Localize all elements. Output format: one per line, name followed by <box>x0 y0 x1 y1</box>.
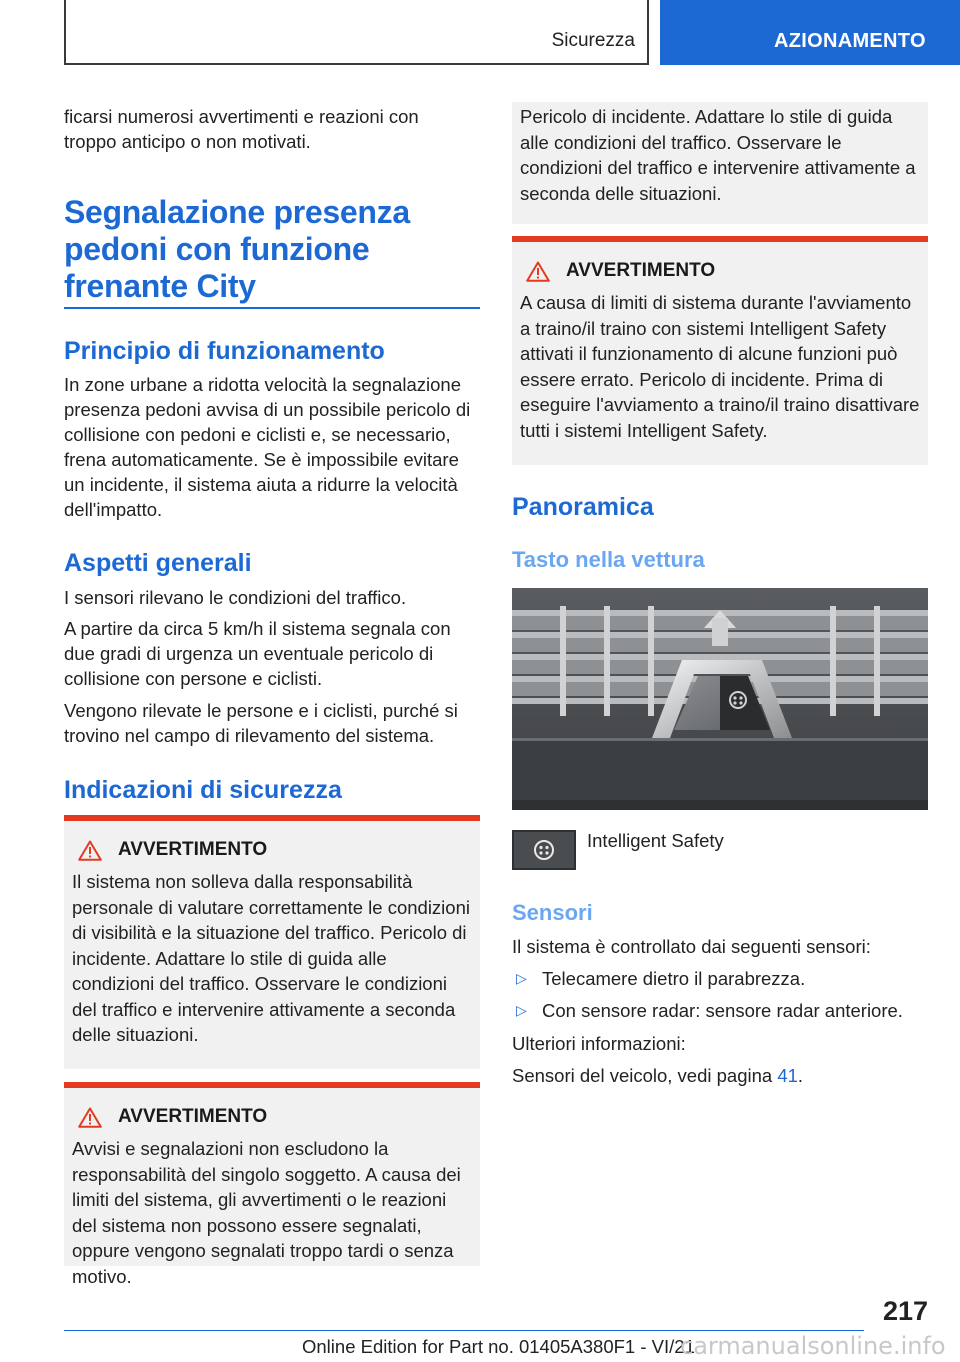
general-heading: Aspetti generali <box>64 549 252 577</box>
title-underline <box>64 307 480 309</box>
header-section-tab <box>64 0 649 65</box>
sensors-heading: Sensori <box>512 900 593 925</box>
warning-continuation-text: Pericolo di incidente. Adattare lo stile di guida alle condizioni del traffico. Osservare le condizioni del traffico e intervenire attivamente a seconda delle situazioni. <box>520 106 916 204</box>
more-info-text: Ulteriori informazioni: <box>512 1033 686 1054</box>
button-heading: Tasto nella vettura <box>512 547 705 572</box>
warning-box-3 <box>512 236 928 465</box>
general-text-2: A partire da circa 5 km/h il sistema segnala con due gradi di urgenza un eventuale pericolo di collisione con persone e ciclisti. <box>64 618 451 689</box>
warning-1-title: AVVERTIMENTO <box>118 839 268 860</box>
page-reference-text: Sensori del veicolo, vedi pagina <box>512 1065 778 1086</box>
console-photo <box>512 588 928 810</box>
warning-1-text: Il sistema non solleva dalla responsabilità personale di valutare correttamente le condizioni di visibilità e la situazione del traffico. Pericolo di incidente. Adattare lo stile di guida alle condizioni del traffico. Osservare le condizioni del traffico e intervenire attivamente a seconda delle situazioni. <box>72 871 470 1045</box>
header-section-label: Sicurezza <box>551 30 635 51</box>
sensors-intro: Il sistema è controllato dai seguenti sensori: <box>512 936 871 957</box>
warning-2-title: AVVERTIMENTO <box>118 1106 268 1127</box>
watermark-text: carmanualsonline.info <box>680 1332 946 1360</box>
warning-3-title: AVVERTIMENTO <box>566 260 716 281</box>
intro-text: ficarsi numerosi avvertimenti e reazioni con troppo anticipo o non motivati. <box>64 106 419 152</box>
bullet-triangle-icon: ▷ <box>516 970 527 986</box>
principle-heading: Principio di funzionamento <box>64 337 385 365</box>
warning-2-text: Avvisi e segnalazioni non escludono la responsabilità del singolo soggetto. A causa dei limiti del sistema, gli avvertimenti o le reazioni del sistema non possono essere segnalati, oppure vengono segnalati troppo tardi o senza motivo. <box>72 1138 461 1287</box>
warning-continuation-box <box>512 102 928 224</box>
list-item <box>512 966 928 991</box>
bullet-triangle-icon: ▷ <box>516 1002 527 1018</box>
page-reference <box>512 1063 803 1088</box>
sensors-list <box>512 966 928 1023</box>
footer-rule <box>64 1330 864 1331</box>
intelligent-safety-label: Intelligent Safety <box>587 830 724 851</box>
warning-box-1 <box>64 815 480 1069</box>
general-text-3: Vengono rilevate le persone e i ciclisti, purché si trovino nel campo di rilevamento del sistema. <box>64 700 458 746</box>
header-chapter-label: AZIONAMENTO <box>774 30 926 52</box>
warning-triangle-icon <box>78 1107 102 1128</box>
warning-triangle-icon <box>526 261 550 282</box>
footer-edition: Online Edition for Part no. 01405A380F1 - VI/21 <box>302 1336 695 1357</box>
warning-triangle-icon <box>78 840 102 861</box>
general-text-1: I sensori rilevano le condizioni del traffico. <box>64 587 407 608</box>
list-item <box>512 998 928 1023</box>
warning-3-text: A causa di limiti di sistema durante l'avviamento a traino/il traino con sistemi Intelligent Safety attivati il funzionamento di alcune funzioni può essere errato. Pericolo di incidente. Prima di eseguire l'avviamento a traino/il traino disattivare tutti i sistemi Intelligent Safety. <box>520 292 920 441</box>
page-title-line-1: Segnalazione presenza <box>64 194 410 230</box>
list-item-text: Telecamere dietro il parabrezza. <box>542 968 806 989</box>
page-reference-end: . <box>797 1065 804 1086</box>
principle-text: In zone urbane a ridotta velocità la segnalazione presenza pedoni avvisa di un possibile pericolo di collisione con pedoni e ciclisti e, se necessario, frena automaticamente. Se è impossibile evitare un incidente, il sistema aiuta a ridurre la velocità dell'impatto. <box>64 374 471 520</box>
safety-heading: Indicazioni di sicurezza <box>64 776 342 804</box>
page-reference-link[interactable]: 41 <box>777 1065 798 1086</box>
page-title-line-3: frenante City <box>64 268 256 304</box>
intelligent-safety-button-icon <box>512 830 576 870</box>
warning-box-2 <box>64 1082 480 1287</box>
overview-heading: Panoramica <box>512 493 654 521</box>
page-title <box>64 194 480 305</box>
list-item-text: Con sensore radar: sensore radar anteriore. <box>542 1000 903 1021</box>
page-number: 217 <box>882 1296 928 1326</box>
header-chapter-tab <box>660 0 960 65</box>
page-title-line-2: pedoni con funzione <box>64 231 370 267</box>
